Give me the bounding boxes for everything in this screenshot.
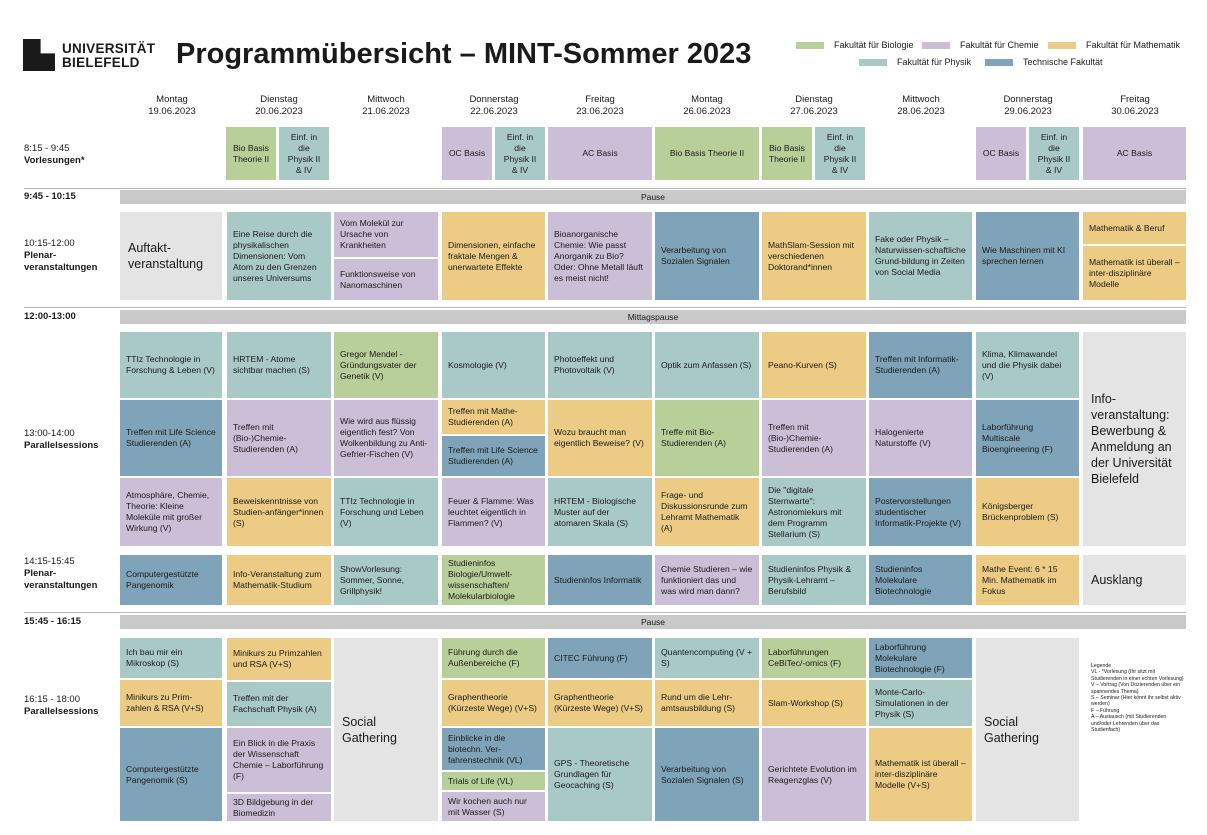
- row-title: Parallelsessions: [24, 440, 99, 451]
- session-cell[interactable]: Frage- und Diskussionsrunde zum Lehramt Mathematik (A): [655, 478, 759, 546]
- legend-swatch-mathematik: [1048, 42, 1076, 49]
- session-cell[interactable]: Peano-Kurven (S): [762, 332, 866, 398]
- session-cell[interactable]: Computergestützte Pangenomik (S): [120, 728, 222, 821]
- day-header: [548, 94, 652, 118]
- lecture-cell[interactable]: OC Basis: [976, 127, 1026, 180]
- social-gathering-cell[interactable]: Social Gathering: [334, 638, 438, 821]
- day-name: Donnerstag: [469, 94, 519, 105]
- day-date: 19.06.2023: [148, 106, 196, 117]
- session-cell[interactable]: Quantencomputing (V + S): [655, 638, 759, 678]
- social-gathering-cell[interactable]: Social Gathering: [976, 638, 1079, 821]
- session-cell[interactable]: Kosmologie (V): [442, 332, 545, 398]
- plenary-cell[interactable]: Studieninfos Informatik: [548, 555, 652, 605]
- day-date: 27.06.2023: [790, 106, 838, 117]
- session-cell[interactable]: Laborführung Multiscale Bioengineering (F): [976, 400, 1079, 476]
- plenary-cell[interactable]: Info-Veranstaltung zum Mathematik-Studium: [227, 555, 331, 605]
- row-divider: [24, 612, 1186, 613]
- day-header: [120, 94, 224, 118]
- session-cell[interactable]: Treffen mit Mathe-Studierenden (A): [442, 400, 545, 434]
- day-date: 21.06.2023: [362, 106, 410, 117]
- lecture-cell[interactable]: AC Basis: [1083, 127, 1186, 180]
- row-title: veranstaltungen: [24, 262, 98, 273]
- row-time: 14:15-15:45: [24, 556, 75, 567]
- plenary-cell[interactable]: Verarbeitung von Sozialen Signalen: [655, 212, 759, 300]
- plenary-cell[interactable]: Bioanorganische Chemie: Wie passt Anorganik zu Bio? Oder: Ohne Metall läuft es meist nicht!: [548, 212, 652, 300]
- session-cell[interactable]: Treffen mit Informatik-Studierenden (A): [869, 332, 972, 398]
- row-title: veranstaltungen: [24, 580, 98, 591]
- row-label-mittag: [24, 311, 76, 323]
- day-header: [442, 94, 546, 118]
- legend-label-chemie: Fakultät für Chemie: [960, 40, 1039, 50]
- logo-line-1: UNIVERSITÄT: [62, 41, 156, 56]
- legend-swatch-physik: [859, 59, 887, 66]
- lecture-cell[interactable]: OC Basis: [442, 127, 492, 180]
- session-cell[interactable]: Minikurs zu Primzahlen und RSA (V+S): [227, 638, 331, 680]
- legend-physik: [859, 57, 971, 67]
- session-cell[interactable]: CITEC Führung (F): [548, 638, 652, 678]
- legend-swatch-chemie: [922, 42, 950, 49]
- day-header: [869, 94, 973, 118]
- legend-biologie: [796, 40, 914, 50]
- session-cell[interactable]: Atmosphäre, Chemie, Theorie: Kleine Moleküle mit großer Wirkung (V): [120, 478, 222, 546]
- row-time: 10:15-12:00: [24, 238, 75, 249]
- session-cell[interactable]: 3D Bildgebung in der Biomedizin: [227, 794, 331, 821]
- lecture-cell[interactable]: AC Basis: [548, 127, 652, 180]
- day-name: Donnerstag: [1003, 94, 1053, 105]
- session-cell[interactable]: HRTEM - Atome sichtbar machen (S): [227, 332, 331, 398]
- session-cell[interactable]: TTIz Technologie in Forschung und Leben (V): [334, 478, 438, 546]
- plenary-cell[interactable]: Dimensionen, einfache fraktale Mengen & unerwartete Effekte: [442, 212, 545, 300]
- session-cell[interactable]: TTIz Technologie in Forschung & Leben (V): [120, 332, 222, 398]
- day-name: Dienstag: [260, 94, 298, 105]
- session-cell[interactable]: Slam-Workshop (S): [762, 680, 866, 726]
- session-cell[interactable]: HRTEM - Biologische Muster auf der atomaren Skala (S): [548, 478, 652, 546]
- day-name: Freitag: [585, 94, 615, 105]
- plenary-cell[interactable]: Computergestützte Pangenomik: [120, 555, 222, 605]
- plenary-cell[interactable]: Fake oder Physik – Naturwissen-schaftliche Grund-bildung in Zeiten von Social Media: [869, 212, 972, 300]
- legend-note-line: VL - *Vorlesung (Ihr sitzt mit Studierenden in einer echten Vorlesung): [1091, 669, 1184, 682]
- day-header: [1083, 94, 1187, 118]
- legend-note-line: A – Austausch (mit Studierenden und/oder Lehrenden über das Studienfach): [1091, 714, 1167, 734]
- lecture-cell[interactable]: Einf. in die Physik II & IV: [1029, 127, 1079, 180]
- row-divider: [24, 188, 1186, 189]
- session-cell[interactable]: Halogenierte Naturstoffe (V): [869, 400, 972, 476]
- pause-bar: Pause: [120, 190, 1186, 204]
- session-cell[interactable]: Einblicke in die biotechn. Ver-fahrenstechnik (VL): [442, 728, 545, 770]
- plenary-cell[interactable]: Eine Reise durch die physikalischen Dimensionen: Vom Atom zu den Grenzen unseres Universums: [227, 212, 331, 300]
- row-time: 8:15 - 9:45: [24, 143, 70, 154]
- day-header: [762, 94, 866, 118]
- plenary-cell[interactable]: Mathematik & Beruf: [1083, 212, 1186, 244]
- session-cell[interactable]: Minikurs zu Prim-zahlen & RSA (V+S): [120, 680, 222, 726]
- session-cell[interactable]: Postervorstellungen studentischer Informatik-Projekte (V): [869, 478, 972, 546]
- day-date: 23.06.2023: [576, 106, 624, 117]
- session-cell[interactable]: Führung durch die Außenbereiche (F): [442, 638, 545, 678]
- legend-mathematik: [1048, 40, 1180, 50]
- logo-line-2: BIELEFELD: [62, 55, 140, 70]
- session-cell[interactable]: Trials of Life (VL): [442, 772, 545, 790]
- session-cell[interactable]: Treffen mit der Fachschaft Physik (A): [227, 682, 331, 726]
- legend-chemie: [922, 40, 1039, 50]
- legend-swatch-technik: [985, 59, 1013, 66]
- legend-technik: [985, 57, 1103, 67]
- legend-note-line: V – Vortrag (Von Dozierenden über ein spannendes Thema): [1091, 682, 1181, 695]
- page-title: Programmübersicht – MINT-Sommer 2023: [176, 38, 752, 70]
- session-cell[interactable]: Laborführung Molekulare Biotechnologie (F): [869, 638, 972, 678]
- legend-label-technik: Technische Fakultät: [1023, 57, 1103, 67]
- row-time: 9:45 - 10:15: [24, 191, 76, 202]
- plenary-cell[interactable]: Mathematik ist überall – inter-disziplinäre Modelle: [1083, 246, 1186, 300]
- session-cell[interactable]: Ein Blick in die Praxis der Wissenschaft Chemie – Laborführung (F): [227, 728, 331, 792]
- session-cell[interactable]: Wie wird aus flüssig eigentlich fest? Von Wolkenbildung zu Anti-Gefrier-Fischen (V): [334, 400, 438, 476]
- plenary-cell[interactable]: MathSlam-Session mit verschiedenen Doktorand*innen: [762, 212, 866, 300]
- session-cell[interactable]: Optik zum Anfassen (S): [655, 332, 759, 398]
- lecture-cell[interactable]: Einf. in die Physik II & IV: [815, 127, 865, 180]
- info-event-cell[interactable]: Info-veranstaltung: Bewerbung & Anmeldung an der Universität Bielefeld: [1083, 332, 1186, 546]
- session-cell[interactable]: Feuer & Flamme: Was leuchtet eigentlich in Flammen? (V): [442, 478, 545, 546]
- row-time: 12:00-13:00: [24, 311, 76, 322]
- plenary-cell[interactable]: Mathe Event: 6 * 15 Min. Mathematik im Fokus: [976, 555, 1079, 605]
- university-logo-icon: [23, 39, 55, 71]
- day-date: 30.06.2023: [1111, 106, 1159, 117]
- row-divider: [24, 307, 1186, 308]
- plenary-cell[interactable]: Chemie Studieren – wie funktioniert das und was wird man dann?: [655, 555, 759, 605]
- session-cell[interactable]: Die "digitale Sternwarte": Astronomiekurs mit dem Programm Stellarium (S): [762, 478, 866, 546]
- row-title: Plenar-: [24, 250, 57, 261]
- session-cell[interactable]: Treffen mit Life Science Studierenden (A): [442, 436, 545, 476]
- legend-note-title: Legende: [1091, 663, 1112, 669]
- row-time: 15:45 - 16:15: [24, 616, 82, 627]
- plenary-cell[interactable]: Studieninfos Physik & Physik-Lehramt – Berufsbild: [762, 555, 866, 605]
- lecture-cell[interactable]: Einf. in die Physik II & IV: [495, 127, 545, 180]
- closing-cell[interactable]: Ausklang: [1083, 555, 1186, 605]
- day-name: Mittwoch: [367, 94, 405, 105]
- row-label-parallel2: [24, 694, 98, 718]
- day-date: 26.06.2023: [683, 106, 731, 117]
- day-date: 28.06.2023: [897, 106, 945, 117]
- plenary-cell[interactable]: Wie Maschinen mit KI sprechen lernen: [976, 212, 1079, 300]
- pause-bar: Pause: [120, 615, 1186, 629]
- plenary-cell[interactable]: ShowVorlesung: Sommer, Sonne, Grillphysik!: [334, 555, 438, 605]
- row-title: Parallelsessions: [24, 706, 99, 717]
- lecture-cell[interactable]: Bio Basis Theorie II: [762, 127, 812, 180]
- session-cell[interactable]: GPS - Theoretische Grundlagen für Geocaching (S): [548, 728, 652, 821]
- row-time: 16:15 - 18:00: [24, 694, 80, 705]
- day-header: [655, 94, 759, 118]
- row-label-vorlesungen: [24, 143, 85, 167]
- day-name: Dienstag: [795, 94, 833, 105]
- abbreviation-legend: [1091, 663, 1186, 733]
- row-time: 13:00-14:00: [24, 428, 75, 439]
- plenary-cell[interactable]: Funktionsweise von Nanomaschinen: [334, 259, 438, 300]
- university-logo-text: [62, 42, 155, 70]
- day-date: 22.06.2023: [470, 106, 518, 117]
- session-cell[interactable]: Mathematik ist überall – inter-disziplinäre Modelle (V+S): [869, 728, 972, 821]
- session-cell[interactable]: Ich bau mir ein Mikroskop (S): [120, 638, 222, 678]
- day-header: [976, 94, 1080, 118]
- legend-swatch-biologie: [796, 42, 824, 49]
- legend-note-line: F – Führung: [1091, 707, 1120, 714]
- session-cell[interactable]: Klima, Klimawandel und die Physik dabei (V): [976, 332, 1079, 398]
- day-name: Montag: [691, 94, 723, 105]
- session-cell[interactable]: Treffen mit (Bio-)Chemie-Studierenden (A): [762, 400, 866, 476]
- day-header: [334, 94, 438, 118]
- row-label-pause1: [24, 191, 76, 203]
- session-cell[interactable]: Treffe mit Bio-Studierenden (A): [655, 400, 759, 476]
- day-date: 20.06.2023: [255, 106, 303, 117]
- legend-label-physik: Fakultät für Physik: [897, 57, 972, 67]
- row-title: Plenar-: [24, 568, 57, 579]
- day-header: [227, 94, 331, 118]
- session-cell[interactable]: Gregor Mendel - Gründungsvater der Genetik (V): [334, 332, 438, 398]
- session-cell[interactable]: Rund um die Lehr-amtsausbildung (S): [655, 680, 759, 726]
- plenary-cell[interactable]: Studieninfos Biologie/Umwelt-wissenschaften/ Molekularbiologie: [442, 555, 545, 605]
- session-cell[interactable]: Graphentheorie (Kürzeste Wege) (V+S): [548, 680, 652, 726]
- day-name: Freitag: [1120, 94, 1150, 105]
- row-label-plenar1: [24, 238, 97, 274]
- session-cell[interactable]: Graphentheorie (Kürzeste Wege) (V+S): [442, 680, 545, 726]
- day-name: Mittwoch: [902, 94, 940, 105]
- plenary-cell[interactable]: Studieninfos Molekulare Biotechnologie: [869, 555, 972, 605]
- session-cell[interactable]: Verarbeitung von Sozialen Signalen (S): [655, 728, 759, 821]
- lecture-cell[interactable]: Einf. in die Physik II & IV: [279, 127, 329, 180]
- row-label-parallel1: [24, 428, 98, 452]
- session-cell[interactable]: Treffen mit Life Science Studierenden (A): [120, 400, 222, 476]
- row-label-pause2: [24, 616, 81, 628]
- session-cell[interactable]: Laborführungen CeBiTec/-omics (F): [762, 638, 866, 678]
- legend-label-mathematik: Fakultät für Mathematik: [1086, 40, 1181, 50]
- session-cell[interactable]: Königsberger Brückenproblem (S): [976, 478, 1079, 546]
- session-cell[interactable]: Photoeffekt und Photovoltaik (V): [548, 332, 652, 398]
- session-cell[interactable]: Beweiskenntnisse von Studien-anfänger*innen (S): [227, 478, 331, 546]
- plenary-cell[interactable]: Auftakt-veranstaltung: [120, 212, 222, 300]
- legend-label-biologie: Fakultät für Biologie: [834, 40, 914, 50]
- lunch-bar: Mittagspause: [120, 310, 1186, 324]
- day-name: Montag: [156, 94, 188, 105]
- legend-note-line: S – Seminar (Hier könnt ihr selbst aktiv werden): [1091, 695, 1181, 708]
- row-title: Vorlesungen*: [24, 155, 85, 166]
- row-label-plenar2: [24, 556, 97, 592]
- lecture-cell[interactable]: Bio Basis Theorie II: [226, 127, 276, 180]
- day-date: 29.06.2023: [1004, 106, 1052, 117]
- session-cell[interactable]: Monte-Carlo-Simulationen in der Physik (S): [869, 680, 972, 726]
- session-cell[interactable]: Treffen mit (Bio-)Chemie-Studierenden (A): [227, 400, 331, 476]
- lecture-cell[interactable]: Bio Basis Theorie II: [655, 127, 759, 180]
- plenary-cell[interactable]: Vom Molekül zur Ursache von Krankheiten: [334, 212, 438, 257]
- session-cell[interactable]: Wozu braucht man eigentlich Beweise? (V): [548, 400, 652, 476]
- session-cell[interactable]: Wir kochen auch nur mit Wasser (S): [442, 792, 545, 821]
- session-cell[interactable]: Gerichtete Evolution im Reagenzglas (V): [762, 728, 866, 821]
